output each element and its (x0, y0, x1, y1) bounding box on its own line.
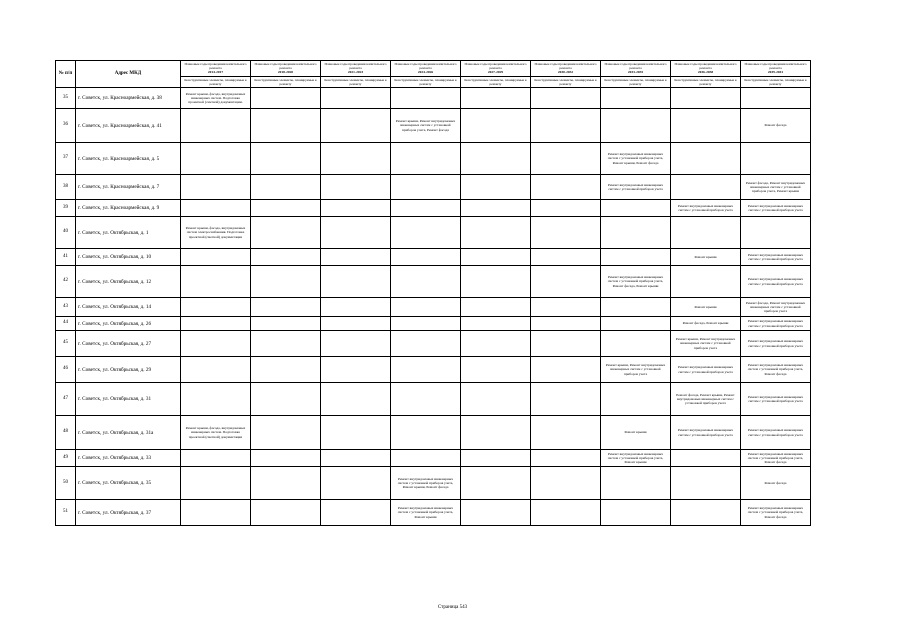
repair-cell (181, 357, 251, 383)
repair-cell (321, 249, 391, 266)
repair-cell (391, 331, 461, 357)
repair-cell (531, 317, 601, 331)
period-years: 2021-2023 (347, 70, 364, 74)
period-years: 2033-2035 (627, 70, 644, 74)
repair-cell: Ремонт крыши, фасада, внутридомовых инженерных систем. Подготовка проектной (сметной) документации. (181, 88, 251, 109)
table-row (56, 217, 811, 249)
repair-cell (671, 143, 741, 175)
row-number: 47 (56, 383, 76, 416)
repair-cell (601, 249, 671, 266)
repair-cell (181, 450, 251, 467)
repair-cell (251, 88, 321, 109)
repair-cell: Ремонт фасада (741, 109, 811, 143)
row-number: 49 (56, 450, 76, 467)
repair-cell (601, 88, 671, 109)
period-years: 2039-2041 (767, 70, 784, 74)
repair-cell: Ремонт крыши, фасада, внутридомовых инженерных систем. Подготовка проектной (сметной) документации (181, 416, 251, 450)
row-number: 41 (56, 249, 76, 266)
row-address: г. Советск, ул. Октябрьская, д. 31а (76, 416, 181, 450)
repair-cell (531, 331, 601, 357)
repair-cell (391, 357, 461, 383)
period-years: 2030-2032 (557, 70, 574, 74)
capital-repair-schedule-table (55, 60, 811, 526)
repair-cell: Ремонт внутридомовых инженерных систем с установкой приборов учета, Ремонт крыши, Ремонт фасада (601, 143, 671, 175)
header-subtitle: Конструктивные элементы, планируемые к ремонту (741, 77, 811, 88)
repair-cell (531, 200, 601, 217)
repair-cell (461, 416, 531, 450)
repair-cell: Ремонт внутридомовых инженерных систем с установкой приборов учета (741, 317, 811, 331)
repair-cell (671, 467, 741, 500)
table-row (56, 88, 811, 109)
repair-cell: Ремонт крыши (671, 298, 741, 317)
table-row (56, 416, 811, 450)
period-label: Плановые годы проведения капитального ремонта (254, 62, 317, 70)
repair-cell (601, 331, 671, 357)
repair-cell: Ремонт крыши, фасада, внутридомовых систем электроснабжения. Подготовка проектной (сметной) документации (181, 217, 251, 249)
repair-cell: Ремонт внутридомовых инженерных систем с установкой приборов учета (741, 200, 811, 217)
repair-cell (251, 500, 321, 526)
repair-cell: Ремонт внутридомовых инженерных систем с установкой приборов учета, Ремонт фасада (741, 500, 811, 526)
period-label: Плановые годы проведения капитального ремонта (744, 62, 807, 70)
row-address: г. Советск, ул. Красноармейская, д. 7 (76, 175, 181, 200)
repair-cell (461, 175, 531, 200)
row-address: г. Советск, ул. Красноармейская, д. 41 (76, 109, 181, 143)
repair-cell (741, 88, 811, 109)
table-row (56, 331, 811, 357)
repair-cell (251, 357, 321, 383)
repair-cell (461, 217, 531, 249)
repair-cell (531, 450, 601, 467)
period-years: 2027-2029 (487, 70, 504, 74)
repair-cell: Ремонт внутридомовых инженерных систем с установкой приборов учета, Ремонт крыши, Ремонт фасада (391, 467, 461, 500)
repair-cell (251, 217, 321, 249)
row-number: 46 (56, 357, 76, 383)
header-subtitle: Конструктивные элементы, планируемые к ремонту (321, 77, 391, 88)
repair-cell (391, 249, 461, 266)
table-row (56, 175, 811, 200)
row-number: 39 (56, 200, 76, 217)
table-row (56, 383, 811, 416)
repair-cell (531, 500, 601, 526)
repair-cell (391, 317, 461, 331)
row-address: г. Советск, ул. Октябрьская, д. 14 (76, 298, 181, 317)
repair-cell (531, 217, 601, 249)
repair-cell (391, 217, 461, 249)
repair-cell (321, 200, 391, 217)
repair-cell: Ремонт внутридомовых инженерных систем с установкой приборов учета (741, 249, 811, 266)
repair-cell (531, 109, 601, 143)
header-period (671, 61, 741, 77)
table-body (56, 88, 811, 526)
repair-cell (461, 450, 531, 467)
repair-cell: Ремонт крыши (671, 249, 741, 266)
repair-cell (601, 317, 671, 331)
repair-cell (321, 500, 391, 526)
repair-cell: Ремонт внутридомовых инженерных систем с установкой приборов учета (741, 383, 811, 416)
repair-cell: Ремонт крыши, Ремонт внутридомовых инженерных систем с установкой приборов учета (601, 357, 671, 383)
header-subtitle: Конструктивные элементы, планируемые к ремонту (391, 77, 461, 88)
repair-cell: Ремонт внутридомовых инженерных систем с установкой приборов учета (671, 357, 741, 383)
row-address: г. Советск, ул. Красноармейская, д. 38 (76, 88, 181, 109)
table-header (56, 61, 811, 88)
header-period (531, 61, 601, 77)
repair-cell (531, 266, 601, 298)
header-subtitle: Конструктивные элементы, планируемые к ремонту (601, 77, 671, 88)
repair-cell (671, 266, 741, 298)
period-label: Плановые годы проведения капитального ремонта (464, 62, 527, 70)
period-label: Плановые годы проведения капитального ремонта (604, 62, 667, 70)
repair-cell (531, 357, 601, 383)
header-period (251, 61, 321, 77)
header-subtitle: Конструктивные элементы, планируемые к ремонту (181, 77, 251, 88)
repair-cell (531, 298, 601, 317)
row-address: г. Советск, ул. Октябрьская, д. 29 (76, 357, 181, 383)
header-period (461, 61, 531, 77)
repair-cell (391, 200, 461, 217)
table-row (56, 317, 811, 331)
row-number: 51 (56, 500, 76, 526)
row-number: 38 (56, 175, 76, 200)
repair-cell (251, 450, 321, 467)
repair-cell: Ремонт внутридомовых инженерных систем с установкой приборов учета (671, 200, 741, 217)
repair-cell (391, 383, 461, 416)
repair-cell (321, 88, 391, 109)
repair-cell (461, 500, 531, 526)
repair-cell (321, 266, 391, 298)
repair-cell: Ремонт внутридомовых инженерных систем с установкой приборов учета, Ремонт крыши (601, 450, 671, 467)
repair-cell (601, 383, 671, 416)
repair-cell: Ремонт фасада (741, 467, 811, 500)
repair-cell (531, 175, 601, 200)
repair-cell (181, 317, 251, 331)
repair-cell (251, 143, 321, 175)
repair-cell (461, 266, 531, 298)
repair-cell (181, 200, 251, 217)
repair-cell (251, 467, 321, 500)
repair-cell (391, 298, 461, 317)
repair-cell (321, 450, 391, 467)
row-address: г. Советск, ул. Октябрьская, д. 37 (76, 500, 181, 526)
repair-cell (671, 450, 741, 467)
row-number: 36 (56, 109, 76, 143)
repair-cell (531, 143, 601, 175)
repair-cell (461, 298, 531, 317)
repair-cell (531, 88, 601, 109)
page-number: Страница 543 (437, 605, 468, 610)
repair-cell (181, 266, 251, 298)
period-label: Плановые годы проведения капитального ремонта (184, 62, 247, 70)
header-address: Адрес МКД (76, 61, 181, 88)
repair-cell: Ремонт внутридомовых инженерных систем с установкой приборов учета, Ремонт фасада (741, 450, 811, 467)
row-address: г. Советск, ул. Октябрьская, д. 26 (76, 317, 181, 331)
repair-cell (181, 500, 251, 526)
row-number: 35 (56, 88, 76, 109)
row-address: г. Советск, ул. Октябрьская, д. 31 (76, 383, 181, 416)
period-label: Плановые годы проведения капитального ремонта (394, 62, 457, 70)
table-row (56, 298, 811, 317)
repair-cell (321, 416, 391, 450)
period-label: Плановые годы проведения капитального ремонта (534, 62, 597, 70)
repair-cell: Ремонт внутридомовых инженерных систем с установкой приборов учета (741, 266, 811, 298)
header-period (601, 61, 671, 77)
repair-cell (461, 467, 531, 500)
repair-cell (321, 383, 391, 416)
row-number: 48 (56, 416, 76, 450)
repair-cell (251, 416, 321, 450)
row-number: 45 (56, 331, 76, 357)
period-years: 2018-2020 (277, 70, 294, 74)
row-address: г. Советск, ул. Красноармейская, д. 5 (76, 143, 181, 175)
repair-cell (391, 266, 461, 298)
repair-cell (181, 143, 251, 175)
repair-cell (671, 500, 741, 526)
table-row (56, 143, 811, 175)
header-period (181, 61, 251, 77)
header-period (321, 61, 391, 77)
repair-cell: Ремонт крыши, Ремонт внутридомовых инженерных систем с установкой приборов учета, Ремонт фасада (391, 109, 461, 143)
repair-cell: Ремонт внутридомовых инженерных систем с установкой приборов учета (671, 416, 741, 450)
header-period (741, 61, 811, 77)
table-row (56, 467, 811, 500)
repair-cell (251, 175, 321, 200)
repair-cell: Ремонт внутридомовых инженерных систем с установкой приборов учета, Ремонт фасада, Ремонт крыши (601, 266, 671, 298)
repair-cell (391, 88, 461, 109)
row-address: г. Советск, ул. Октябрьская, д. 27 (76, 331, 181, 357)
row-address: г. Советск, ул. Октябрьская, д. 1 (76, 217, 181, 249)
repair-cell (181, 109, 251, 143)
repair-cell (321, 175, 391, 200)
row-address: г. Советск, ул. Красноармейская, д. 9 (76, 200, 181, 217)
repair-cell (251, 266, 321, 298)
row-address: г. Советск, ул. Октябрьская, д. 10 (76, 249, 181, 266)
repair-cell (251, 249, 321, 266)
repair-cell (321, 317, 391, 331)
repair-cell (461, 109, 531, 143)
repair-cell (391, 450, 461, 467)
repair-cell (671, 217, 741, 249)
period-years: 2014-2017 (207, 70, 224, 74)
table-row (56, 249, 811, 266)
repair-cell: Ремонт внутридомовых инженерных систем с установкой приборов учета (741, 416, 811, 450)
repair-cell (181, 249, 251, 266)
repair-cell (601, 500, 671, 526)
repair-cell (461, 331, 531, 357)
repair-cell (531, 383, 601, 416)
header-subtitle: Конструктивные элементы, планируемые к ремонту (461, 77, 531, 88)
repair-cell (321, 143, 391, 175)
row-address: г. Советск, ул. Октябрьская, д. 35 (76, 467, 181, 500)
repair-cell (461, 357, 531, 383)
row-number: 44 (56, 317, 76, 331)
repair-cell (601, 109, 671, 143)
header-subtitle: Конструктивные элементы, планируемые к ремонту (531, 77, 601, 88)
repair-cell: Ремонт крыши (601, 416, 671, 450)
repair-cell (601, 217, 671, 249)
row-number: 42 (56, 266, 76, 298)
row-number: 50 (56, 467, 76, 500)
repair-cell (321, 331, 391, 357)
repair-cell (321, 357, 391, 383)
row-address: г. Советск, ул. Октябрьская, д. 12 (76, 266, 181, 298)
repair-cell (321, 298, 391, 317)
row-number: 37 (56, 143, 76, 175)
repair-cell (671, 175, 741, 200)
repair-cell (601, 467, 671, 500)
repair-cell (321, 109, 391, 143)
table-row (56, 109, 811, 143)
repair-cell (531, 416, 601, 450)
repair-cell (741, 143, 811, 175)
repair-cell (601, 298, 671, 317)
repair-cell (251, 109, 321, 143)
repair-cell (671, 109, 741, 143)
repair-cell (321, 467, 391, 500)
header-num: № п/п (56, 61, 76, 88)
row-number: 40 (56, 217, 76, 249)
repair-cell: Ремонт фасада, Ремонт внутридомовых инженерных систем с установкой приборов учета (741, 298, 811, 317)
repair-cell: Ремонт внутридомовых инженерных систем с установкой приборов учета, Ремонт крыши (391, 500, 461, 526)
period-years: 2024-2026 (417, 70, 434, 74)
repair-cell (251, 317, 321, 331)
period-label: Плановые годы проведения капитального ремонта (674, 62, 737, 70)
repair-cell: Ремонт фасада, Ремонт внутридомовых инженерных систем с установкой приборов учета, Ремонт крыши (741, 175, 811, 200)
repair-cell (601, 200, 671, 217)
repair-cell (391, 175, 461, 200)
repair-cell: Ремонт крыши, Ремонт внутридомовых инженерных систем с установкой приборов учета (671, 331, 741, 357)
repair-cell: Ремонт внутридомовых инженерных систем с установкой приборов учета (741, 331, 811, 357)
header-period (391, 61, 461, 77)
table-row (56, 450, 811, 467)
repair-cell (671, 88, 741, 109)
repair-cell: Ремонт внутридомовых инженерных систем с установкой приборов учета (601, 175, 671, 200)
repair-cell (461, 200, 531, 217)
repair-cell: Ремонт фасада, Ремонт крыши, Ремонт внутридомовых инженерных систем с установкой приборов учета (671, 383, 741, 416)
repair-cell (461, 383, 531, 416)
repair-cell (461, 88, 531, 109)
table-row (56, 266, 811, 298)
repair-cell (181, 383, 251, 416)
repair-cell (391, 143, 461, 175)
repair-cell (251, 298, 321, 317)
header-subtitle: Конструктивные элементы, планируемые к ремонту (671, 77, 741, 88)
repair-cell (181, 467, 251, 500)
repair-cell (461, 317, 531, 331)
repair-cell (251, 200, 321, 217)
repair-cell: Ремонт фасада, Ремонт крыши (671, 317, 741, 331)
header-subtitle: Конструктивные элементы, планируемые к ремонту (251, 77, 321, 88)
repair-cell (461, 249, 531, 266)
repair-cell: Ремонт внутридомовых инженерных систем с установкой приборов учета, Ремонт фасада (741, 357, 811, 383)
repair-cell (461, 143, 531, 175)
table-row (56, 357, 811, 383)
table-row (56, 500, 811, 526)
repair-cell (251, 331, 321, 357)
row-address: г. Советск, ул. Октябрьская, д. 33 (76, 450, 181, 467)
repair-cell (741, 217, 811, 249)
repair-cell (321, 217, 391, 249)
period-label: Плановые годы проведения капитального ремонта (324, 62, 387, 70)
repair-cell (181, 298, 251, 317)
repair-cell (531, 249, 601, 266)
row-number: 43 (56, 298, 76, 317)
period-years: 2036-2038 (697, 70, 714, 74)
table-row (56, 200, 811, 217)
repair-cell (391, 416, 461, 450)
repair-cell (531, 467, 601, 500)
repair-cell (181, 175, 251, 200)
repair-cell (251, 383, 321, 416)
repair-cell (181, 331, 251, 357)
